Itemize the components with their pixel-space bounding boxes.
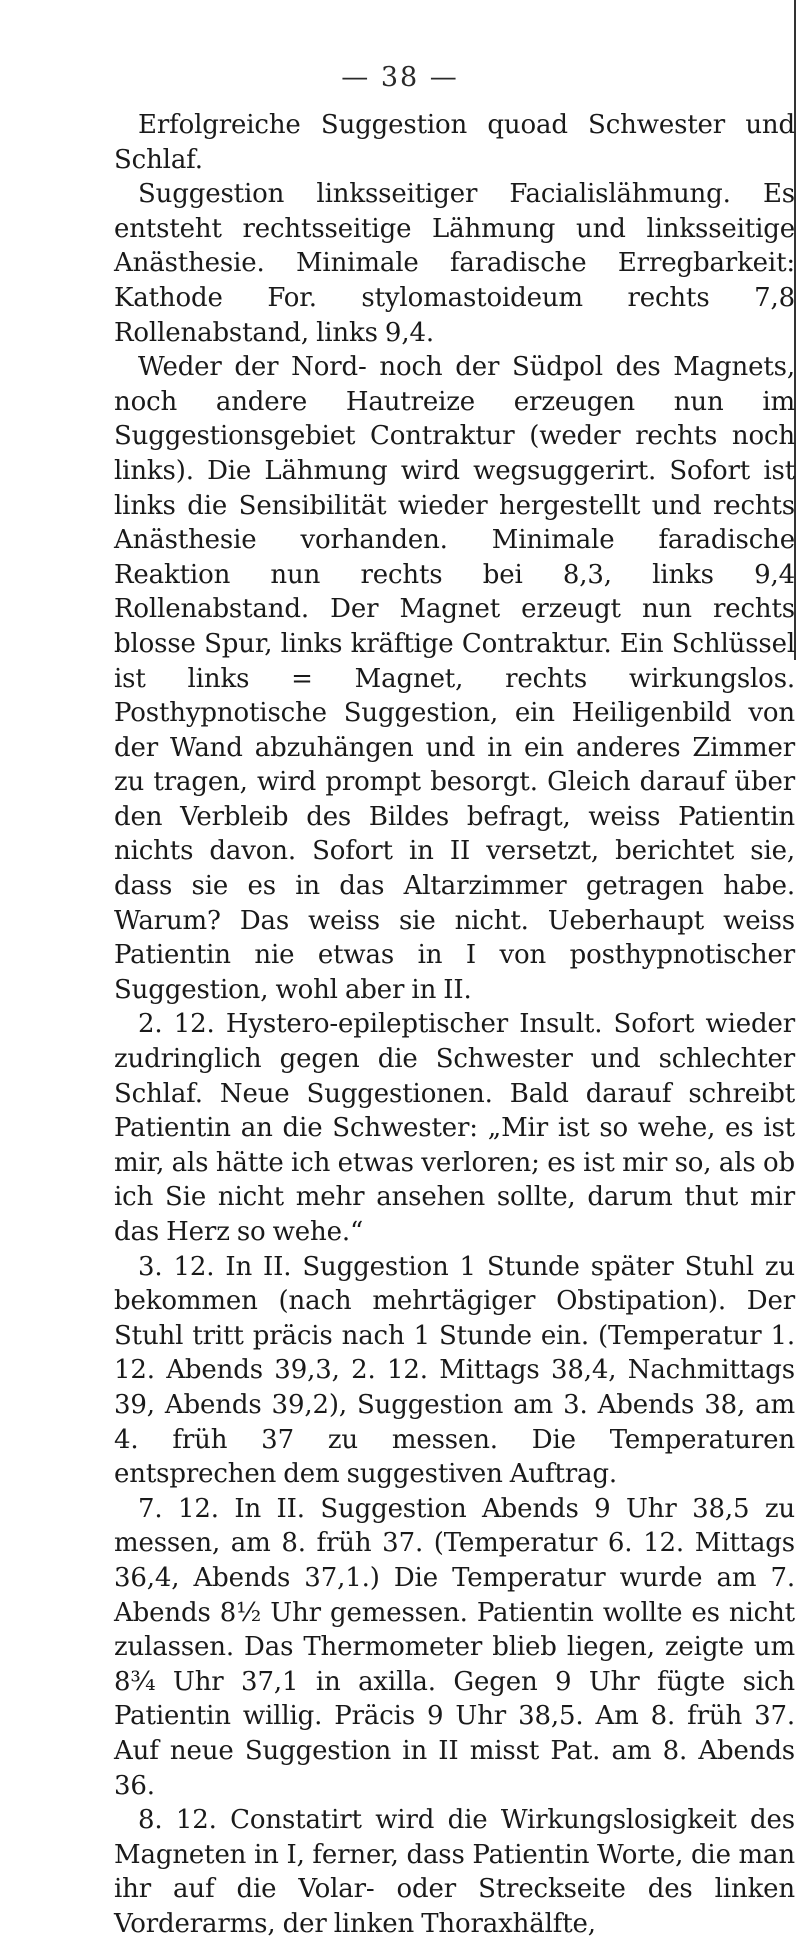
paragraph-1: Erfolgreiche Suggestion quoad Schwester und Schlaf.: [114, 110, 795, 175]
paragraph-3: Weder der Nord- noch der Südpol des Magnets, noch andere Hautreize erzeugen nun im Suggestionsgebiet Contraktur (weder rechts noch links). Die Lähmung wird wegsuggerirt. Sofort ist links die Sensibilität wieder hergestellt und rechts Anästhesie vorhanden. Minimale faradische Reaktion nun rechts bei 8,3, links 9,4 Rollenabstand. Der Magnet erzeugt nun rechts blosse Spur, links kräftige Contraktur. Ein Schlüssel ist links = Magnet, rechts wirkungslos. Posthypnotische Suggestion, ein Heiligenbild von der Wand abzuhängen und in ein anderes Zimmer zu tragen, wird prompt besorgt. Gleich darauf über den Verbleib des Bildes befragt, weiss Patientin nichts davon. Sofort in II versetzt, berichtet sie, dass sie es in das Altarzimmer getragen habe. Warum? Das weiss sie nicht. Ueberhaupt weiss Patientin nie etwas in I von posthypnotischer Suggestion, wohl aber in II.: [114, 352, 795, 1005]
paragraph-4: 2. 12. Hystero-epileptischer Insult. Sofort wieder zudringlich gegen die Schwester und schlechter Schlaf. Neue Suggestionen. Bald darauf schreibt Patientin an die Schwester: „Mir ist so wehe, es ist mir, als hätte ich etwas verloren; es ist mir so, als ob ich Sie nicht mehr ansehen sollte, darum thut mir das Herz so wehe.“: [114, 1009, 795, 1247]
paragraph-5: 3. 12. In II. Suggestion 1 Stunde später Stuhl zu bekommen (nach mehrtägiger Obstipation). Der Stuhl tritt präcis nach 1 Stunde ein. (Temperatur 1. 12. Abends 39,3, 2. 12. Mittags 38,4, Nachmittags 39, Abends 39,2), Suggestion am 3. Abends 38, am 4. früh 37 zu messen. Die Temperaturen entsprechen dem suggestiven Auftrag.: [114, 1251, 795, 1490]
paragraph-7: 8. 12. Constatirt wird die Wirkungslosigkeit des Magneten in I, ferner, dass Patientin Worte, die man ihr auf die Volar- oder Streckseite des linken Vorderarms, der linken Thoraxhälfte,: [114, 1805, 795, 1939]
page-body: [114, 108, 795, 1941]
paragraph-6: 7. 12. In II. Suggestion Abends 9 Uhr 38,5 zu messen, am 8. früh 37. (Temperatur 6. 12. Mittags 36,4, Abends 37,1.) Die Temperatur wurde am 7. Abends 8½ Uhr gemessen. Patientin wollte es nicht zulassen. Das Thermometer blieb liegen, zeigte um 8¾ Uhr 37,1 in axilla. Gegen 9 Uhr fügte sich Patientin willig. Präcis 9 Uhr 38,5. Am 8. früh 37. Auf neue Suggestion in II misst Pat. am 8. Abends 36.: [114, 1493, 795, 1801]
paragraph-2: Suggestion linksseitiger Facialislähmung. Es entsteht rechtsseitige Lähmung und linksseitige Anästhesie. Minimale faradische Erregbarkeit: Kathode For. stylomastoideum rechts 7,8 Rollenabstand, links 9,4.: [114, 179, 795, 348]
page-number: — 38 —: [341, 62, 459, 93]
